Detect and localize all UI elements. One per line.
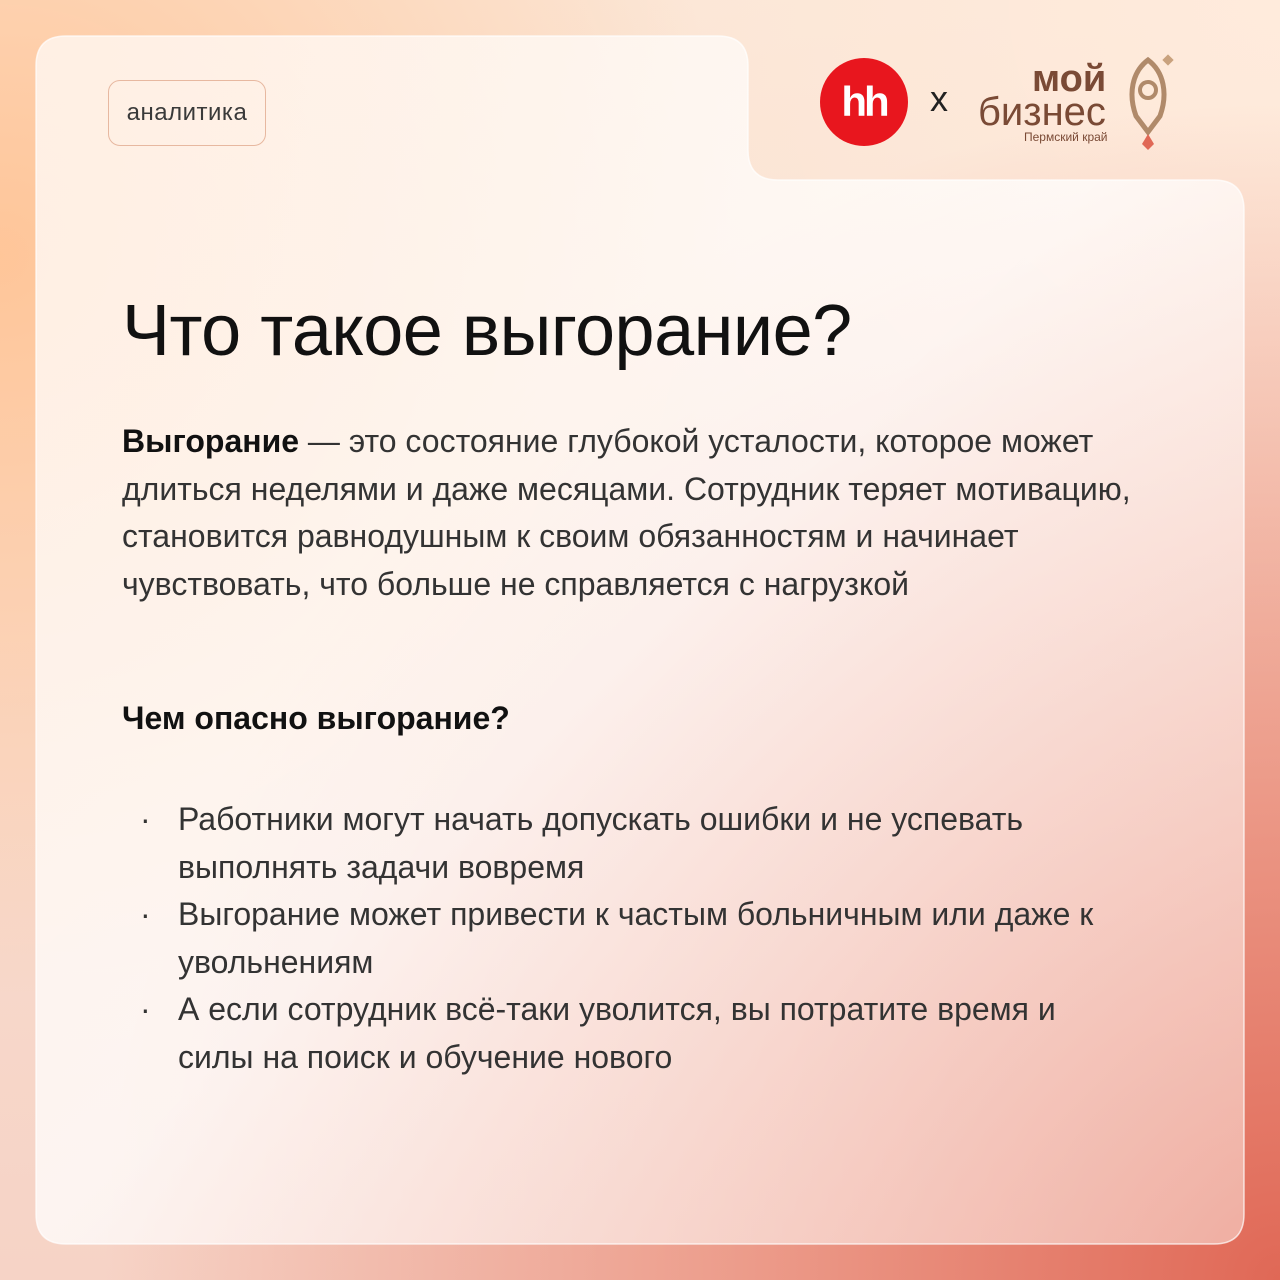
moy-biznes-logo-line2: бизнес [978,90,1106,134]
hh-logo: hh [820,58,908,146]
partner-logos [812,52,1192,152]
definition-text: — это состояние глубокой усталости, которое может длиться неделями и даже месяцами. Сотрудник теряет мотивацию, становится равнодушным к своим обязанностям и начинает чувствовать, что больше не справляется с нагрузкой [122,423,1131,602]
definition-paragraph [122,418,1142,608]
danger-list-item: · Выгорание может привести к частым больничным или даже к увольнениям [140,891,1140,986]
collaboration-x: x [930,78,948,119]
moy-biznes-logo-line1: мой [1032,58,1107,100]
rocket-pin-icon [1118,54,1178,150]
danger-heading: Чем опасно выгорание? [122,700,510,736]
definition-term: Выгорание [122,423,300,459]
danger-list [140,796,1140,1081]
moy-biznes-region: Пермский край [1024,130,1108,144]
danger-list-item: · А если сотрудник всё-таки уволится, вы потратите время и силы на поиск и обучение нового [140,986,1140,1081]
page-title: Что такое выгорание? [122,291,852,371]
category-tag: аналитика [108,80,266,146]
danger-list-item: · Работники могут начать допускать ошибки и не успевать выполнять задачи вовремя [140,796,1140,891]
